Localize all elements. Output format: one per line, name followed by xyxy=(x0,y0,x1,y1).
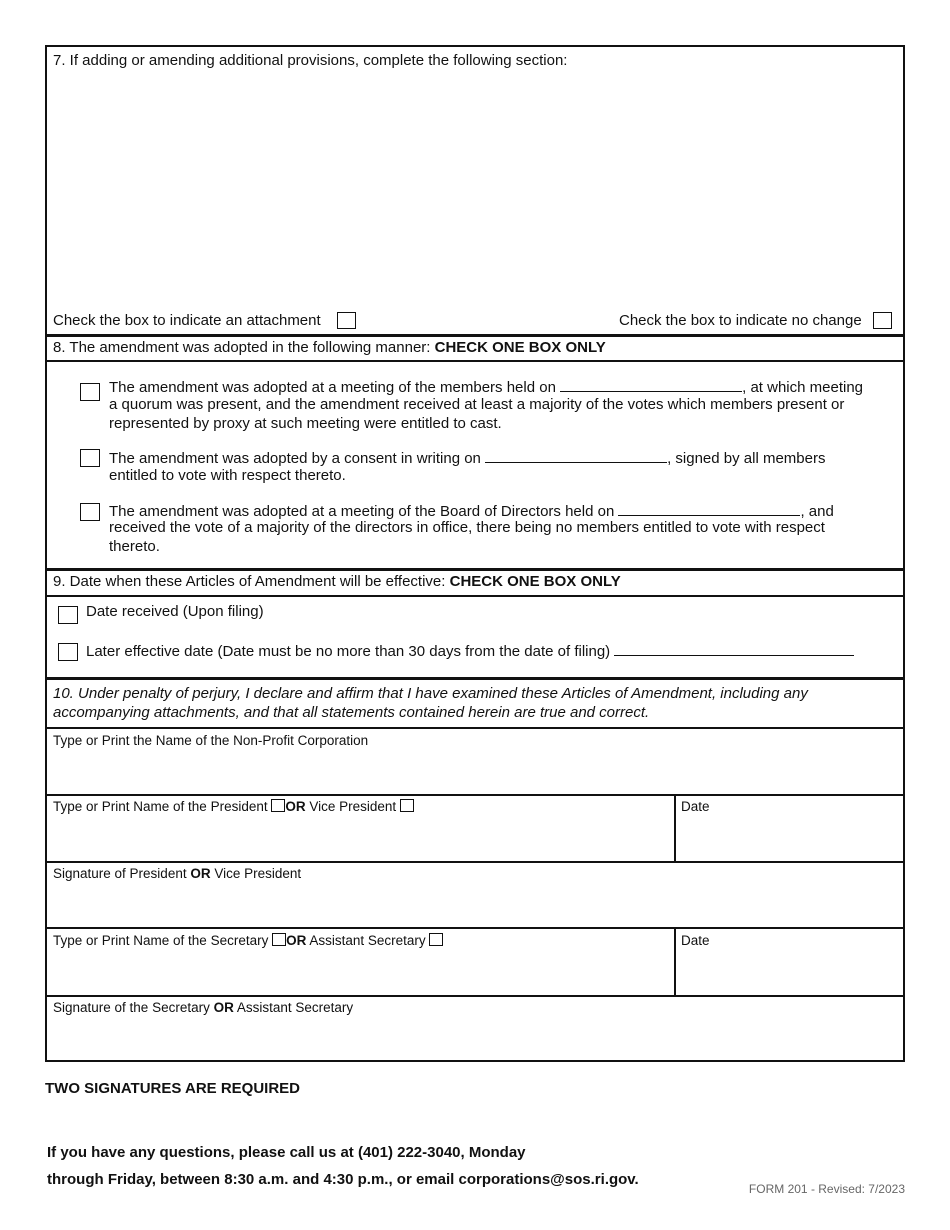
president-date-input[interactable] xyxy=(681,819,895,857)
divider xyxy=(47,727,903,729)
assistant-secretary-checkbox[interactable] xyxy=(429,933,443,946)
contact-info-line2: through Friday, between 8:30 a.m. and 4:30 p.m., or email corporations@sos.ri.gov. xyxy=(47,1171,639,1188)
written-consent-date-blank[interactable] xyxy=(485,448,667,463)
written-consent-option-line1: The amendment was adopted by a consent in writing on , signed by all members xyxy=(109,450,826,467)
members-meeting-checkbox[interactable] xyxy=(80,383,100,401)
written-consent-checkbox[interactable] xyxy=(80,449,100,467)
vice-president-checkbox[interactable] xyxy=(400,799,414,812)
divider xyxy=(47,861,903,863)
divider xyxy=(47,334,903,337)
additional-provisions-textarea[interactable] xyxy=(53,75,897,309)
form-number: FORM 201 - Revised: 7/2023 xyxy=(748,1182,905,1196)
president-signature-field[interactable] xyxy=(53,886,893,922)
section8-heading: 8. The amendment was adopted in the following manner: CHECK ONE BOX ONLY xyxy=(53,339,606,356)
written-consent-option-rest: entitled to vote with respect thereto. xyxy=(109,467,346,484)
secretary-date-input[interactable] xyxy=(681,953,895,991)
president-name-input[interactable] xyxy=(53,819,667,857)
board-meeting-option-rest: received the vote of a majority of the directors in office, there being no members entitled to vote with respect thereto. xyxy=(109,519,825,555)
members-meeting-option-line1: The amendment was adopted at a meeting of the members held on , at which meeting xyxy=(109,379,864,396)
secretary-signature-field[interactable] xyxy=(53,1020,893,1056)
articles-of-amendment-form xyxy=(45,45,905,1062)
corporation-name-label: Type or Print the Name of the Non-Profit Corporation xyxy=(53,733,369,748)
two-signatures-notice: TWO SIGNATURES ARE REQUIRED xyxy=(45,1080,301,1097)
members-meeting-option-rest: a quorum was present, and the amendment received at least a majority of the votes which members present or represented by proxy at such meeting were entitled to cast. xyxy=(109,396,845,432)
secretary-name-label: Type or Print Name of the Secretary OR Assistant Secretary xyxy=(53,933,443,949)
perjury-declaration: 10. Under penalty of perjury, I declare and affirm that I have examined these Articles of Amendment, including any accompanying attachments, and that all statements contained herein are true and correct. xyxy=(53,685,808,721)
later-effective-date-checkbox[interactable] xyxy=(58,643,78,661)
no-change-checkbox[interactable] xyxy=(873,312,892,329)
secretary-signature-label: Signature of the Secretary OR Assistant Secretary xyxy=(53,1000,354,1015)
president-signature-label: Signature of President OR Vice President xyxy=(53,866,302,881)
members-meeting-date-blank[interactable] xyxy=(560,377,742,392)
attachment-label: Check the box to indicate an attachment xyxy=(53,312,321,329)
column-divider xyxy=(674,795,676,861)
board-meeting-option-line1: The amendment was adopted at a meeting of the Board of Directors held on , and xyxy=(109,503,834,520)
date-received-label: Date received (Upon filing) xyxy=(86,603,264,620)
no-change-label: Check the box to indicate no change xyxy=(619,312,862,329)
later-effective-date-blank[interactable] xyxy=(614,641,854,656)
corporation-name-input[interactable] xyxy=(53,753,897,791)
contact-info-line1: If you have any questions, please call us at (401) 222-3040, Monday xyxy=(47,1144,526,1161)
secretary-name-input[interactable] xyxy=(53,953,667,991)
board-meeting-checkbox[interactable] xyxy=(80,503,100,521)
date-received-checkbox[interactable] xyxy=(58,606,78,624)
divider xyxy=(47,595,903,597)
divider xyxy=(47,360,903,362)
divider xyxy=(47,677,903,680)
president-checkbox[interactable] xyxy=(271,799,285,812)
column-divider xyxy=(674,929,676,995)
later-effective-date-label: Later effective date (Date must be no more than 30 days from the date of filing) xyxy=(86,641,854,662)
attachment-checkbox[interactable] xyxy=(337,312,356,329)
divider xyxy=(47,794,903,796)
divider xyxy=(47,568,903,571)
divider xyxy=(47,927,903,929)
president-date-label: Date xyxy=(681,799,710,814)
section9-heading: 9. Date when these Articles of Amendment will be effective: CHECK ONE BOX ONLY xyxy=(53,573,621,590)
board-meeting-date-blank[interactable] xyxy=(618,501,800,516)
section7-heading: 7. If adding or amending additional provisions, complete the following section: xyxy=(53,52,568,69)
secretary-date-label: Date xyxy=(681,933,710,948)
president-name-label: Type or Print Name of the President OR Vice President xyxy=(53,799,414,815)
secretary-checkbox[interactable] xyxy=(272,933,286,946)
divider xyxy=(47,995,903,997)
